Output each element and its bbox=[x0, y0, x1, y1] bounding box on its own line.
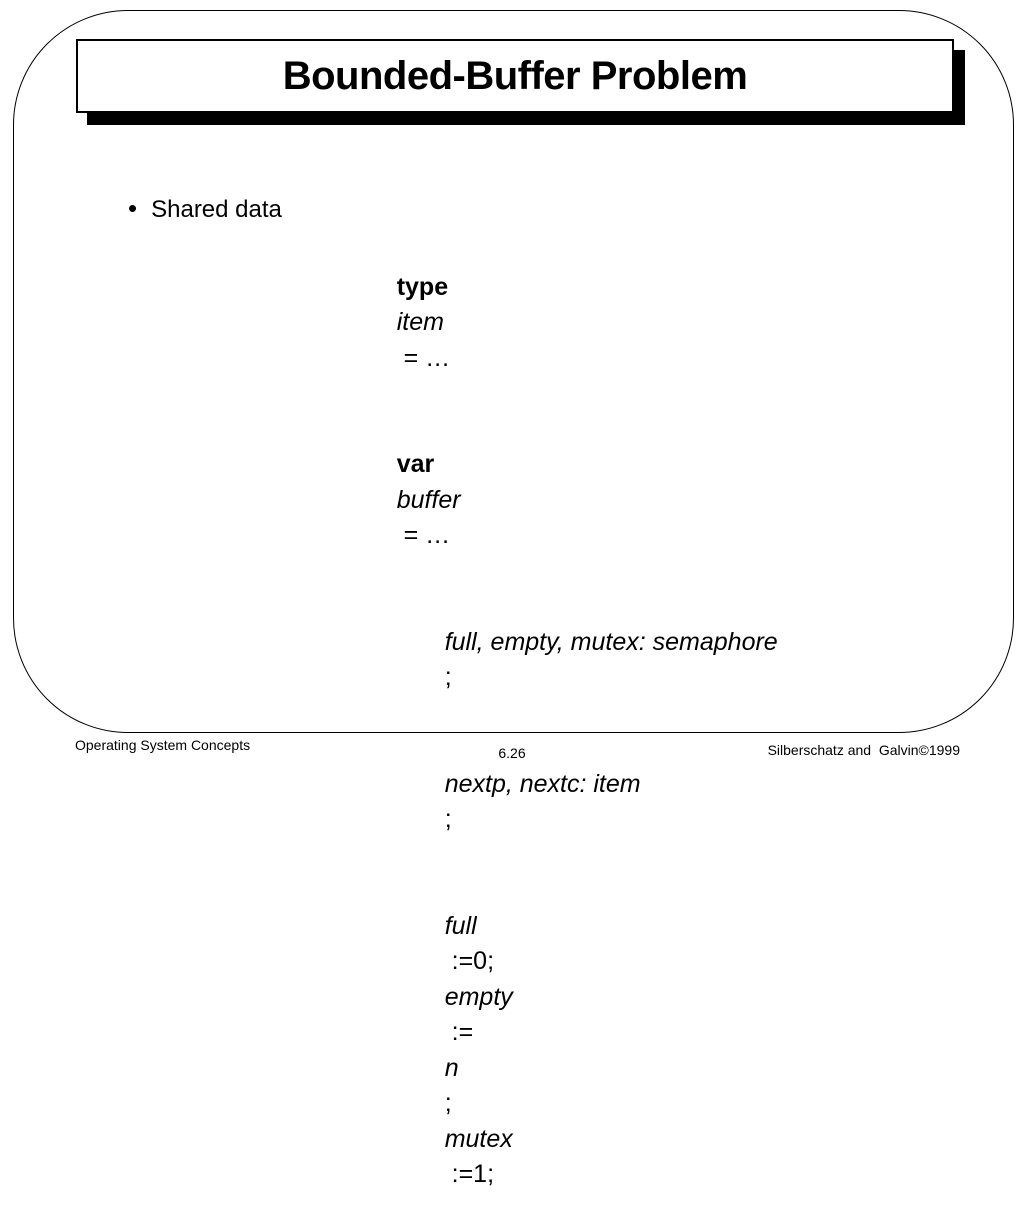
code-line bbox=[355, 234, 778, 412]
code-segment: := bbox=[444, 1018, 481, 1046]
code-segment: n bbox=[444, 1053, 459, 1082]
code-line bbox=[355, 412, 778, 590]
code-segment: = … bbox=[396, 343, 451, 372]
code-segment: type bbox=[396, 272, 456, 301]
code-line bbox=[403, 873, 778, 1228]
code-segment: buffer bbox=[396, 485, 461, 514]
code-segment: :=1; bbox=[444, 1160, 495, 1188]
title-box bbox=[76, 39, 954, 113]
code-segment: :=0; bbox=[444, 947, 501, 975]
code-segment: mutex bbox=[444, 1124, 513, 1153]
footer-page-number: 6.26 bbox=[498, 745, 526, 761]
code-segment: full bbox=[444, 911, 477, 940]
code-segment: = … bbox=[396, 521, 451, 549]
code-segment: item bbox=[396, 308, 444, 336]
footer-authors: Silberschatz and Galvin©1999 bbox=[767, 742, 960, 758]
code-line bbox=[403, 589, 778, 731]
code-segment: ; bbox=[444, 663, 452, 691]
bullet-marker: • bbox=[128, 193, 138, 223]
code-segment: ; bbox=[444, 805, 452, 833]
code-segment: full, empty, mutex: semaphore bbox=[444, 627, 778, 656]
code-segment: nextp, nextc: item bbox=[444, 769, 641, 798]
code-segment: empty bbox=[444, 982, 513, 1011]
code-block bbox=[355, 234, 778, 1228]
slide-title: Bounded-Buffer Problem bbox=[282, 53, 748, 98]
footer-book-title: Operating System Concepts bbox=[75, 737, 251, 753]
code-segment: var bbox=[396, 450, 442, 478]
bullet-item bbox=[128, 195, 282, 224]
bullet-label: Shared data bbox=[151, 196, 282, 223]
code-segment: ; bbox=[444, 1089, 459, 1117]
